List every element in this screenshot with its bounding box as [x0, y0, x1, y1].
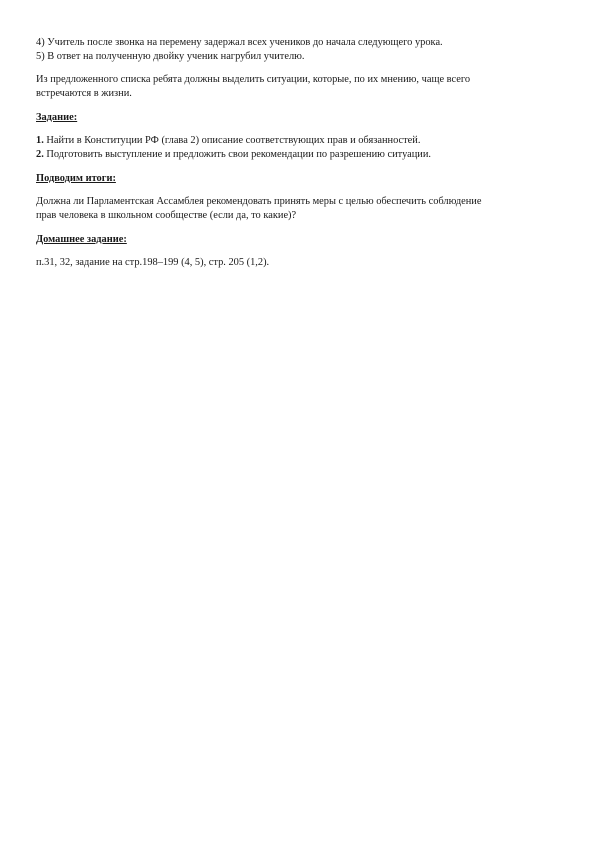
- instruction-line-2: встречаются в жизни.: [36, 88, 132, 99]
- task-item-text: Подготовить выступление и предложить свои рекомендации по разрешению ситуации.: [43, 149, 432, 160]
- document-page: [36, 36, 560, 270]
- summary-section: [36, 172, 560, 223]
- task-item-text: Найти в Конституции РФ (глава 2) описание соответствующих прав и обязанностей.: [43, 135, 421, 146]
- task-item-2: [36, 148, 560, 162]
- homework-text: п.31, 32, задание на стр.198–199 (4, 5), стр. 205 (1,2).: [36, 257, 270, 268]
- summary-line-2: прав человека в школьном сообществе (если да, то какие)?: [36, 210, 297, 221]
- summary-heading: Подводим итоги:: [36, 173, 116, 184]
- instruction-paragraph: [36, 73, 560, 101]
- homework-heading: Домашнее задание:: [36, 234, 127, 245]
- task-item-number: 1.: [36, 135, 44, 146]
- situation-item-4: 4) Учитель после звонка на перемену задержал всех учеников до начала следующего урока.: [36, 37, 443, 48]
- task-section: [36, 111, 560, 162]
- situations-list: [36, 36, 560, 64]
- situation-item-5: 5) В ответ на полученную двойку ученик нагрубил учителю.: [36, 51, 305, 62]
- instruction-line-1: Из предложенного списка ребята должны выделить ситуации, которые, по их мнению, чаще всего: [36, 74, 471, 85]
- summary-line-1: Должна ли Парламентская Ассамблея рекомендовать принять меры с целью обеспечить соблюдение: [36, 196, 482, 207]
- task-item-number: 2.: [36, 149, 44, 160]
- task-item-1: [36, 134, 560, 148]
- task-heading: Задание:: [36, 112, 78, 123]
- homework-section: [36, 233, 560, 270]
